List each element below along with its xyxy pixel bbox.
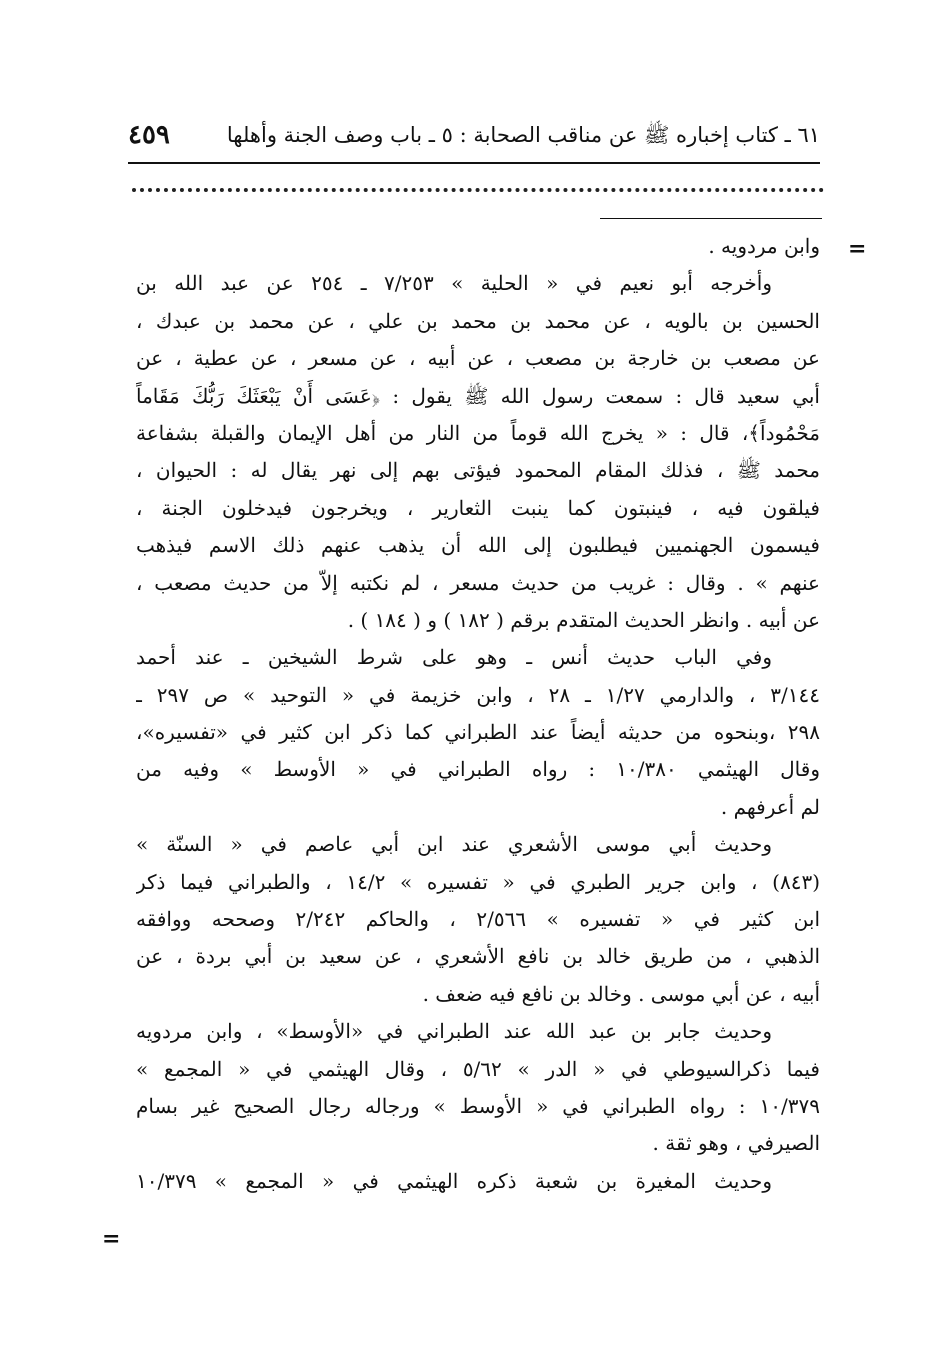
text-line: محمد ﷺ ، فذلك المقام المحمود فيؤتى بهم إلى نهر يقال له : الحيوان ، bbox=[136, 458, 820, 483]
page-number: ٤٥٩ bbox=[128, 120, 170, 150]
text-line: ١٠/٣٧٩ : رواه الطبراني في « الأوسط » ورجاله رجال الصحيح غير بسام bbox=[136, 1093, 820, 1118]
text-line: وحديث جابر بن عبد الله عند الطبراني في «الأوسط» ، وابن مردويه bbox=[136, 1019, 772, 1044]
text-line: فيلقون فيه ، فينبتون كما ينبت الثعارير ، ويخرجون فيدخلون الجنة ، bbox=[136, 495, 820, 520]
text-line: وحديث المغيرة بن شعبة ذكره الهيثمي في « المجمع » ١٠/٣٧٩ bbox=[136, 1168, 772, 1193]
text-line: أبيه ، عن أبي موسى . وخالد بن نافع فيه ضعف . bbox=[422, 981, 820, 1006]
text-line: ٢٩٨ ،وبنحوه من حديثه أيضاً عند الطبراني كما ذكر ابن كثير في «تفسيره»، bbox=[136, 720, 820, 745]
text-line: فيسمون الجهنميين فيطلبون إلى الله أن يذهب عنهم ذلك الاسم فيذهب bbox=[136, 533, 820, 558]
text-line: وقال الهيثمي ١٠/٣٨٠ : رواه الطبراني في « الأوسط » وفيه من bbox=[136, 757, 820, 782]
text-line: الحسين بن بالويه ، عن محمد بن محمد بن علي ، عن محمد بن عبدك ، bbox=[136, 308, 820, 333]
text-line: وفي الباب حديث أنس ـ وهو على شرط الشيخين ـ عند أحمد bbox=[136, 645, 772, 670]
page-header bbox=[128, 118, 820, 164]
text-line: وأخرجه أبو نعيم في « الحلية » ٧/٢٥٣ ـ ٢٥٤ عن عبد الله بن bbox=[136, 271, 773, 296]
text-line: عن مصعب بن خارجة بن مصعب ، عن أبيه ، عن مسعر ، عن عطية ، عن bbox=[136, 346, 820, 371]
text-line: الذهبي ، من طريق خالد بن نافع الأشعري ، عن سعيد بن أبي بردة ، عن bbox=[136, 944, 820, 969]
text-line: أبي سعيد قال : سمعت رسول الله ﷺ يقول : ﴿عَسَى أَنْ يَبْعَثَكَ رَبُّكَ مَقَاماً bbox=[136, 383, 820, 408]
text-line: عن أبيه . وانظر الحديث المتقدم برقم ( ١٨٢ ) و ( ١٨٤ ) . bbox=[347, 607, 820, 632]
continuation-mark-bottom: = bbox=[102, 1226, 121, 1252]
text-line: الصيرفي ، وهو ثقة . bbox=[652, 1131, 820, 1156]
text-line: وابن مردويه . bbox=[708, 234, 820, 258]
text-line: (٨٤٣) ، وابن جرير الطبري في « تفسيره » ١٤/٢ ، والطبراني فيما ذكر bbox=[136, 869, 820, 894]
running-title: ٦١ ـ كتاب إخباره ﷺ عن مناقب الصحابة : ٥ ـ باب وصف الجنة وأهلها bbox=[226, 123, 820, 147]
text-line: مَحْمُوداً﴾، قال : « يخرج الله قوماً من النار من أهل الإيمان والقبلة بشفاعة bbox=[136, 420, 820, 445]
continuation-mark-top: = bbox=[848, 236, 867, 262]
text-line: ابن كثير في « تفسيره » ٢/٥٦٦ ، والحاكم ٢/٢٤٢ وصححه ووافقه bbox=[136, 907, 820, 932]
text-line: وحديث أبي موسى الأشعري عند ابن أبي عاصم في « السنّة » bbox=[136, 832, 772, 857]
text-line: ٣/١٤٤ ، والدارمي ١/٢٧ ـ ٢٨ ، وابن خزيمة في « التوحيد » ص ٢٩٧ ـ bbox=[136, 682, 820, 707]
footnote-text bbox=[136, 228, 820, 1288]
text-line: فيما ذكرالسيوطي في « الدر » ٥/٦٢ ، وقال الهيثمي في « المجمع » bbox=[136, 1056, 820, 1081]
text-line: لم أعرفهم . bbox=[720, 794, 820, 819]
dotted-separator bbox=[132, 188, 824, 192]
text-line: عنهم » . وقال : غريب من حديث مسعر ، لم نكتبه إلاّ من حديث مصعب ، bbox=[136, 570, 820, 595]
footnote-rule bbox=[600, 218, 822, 219]
